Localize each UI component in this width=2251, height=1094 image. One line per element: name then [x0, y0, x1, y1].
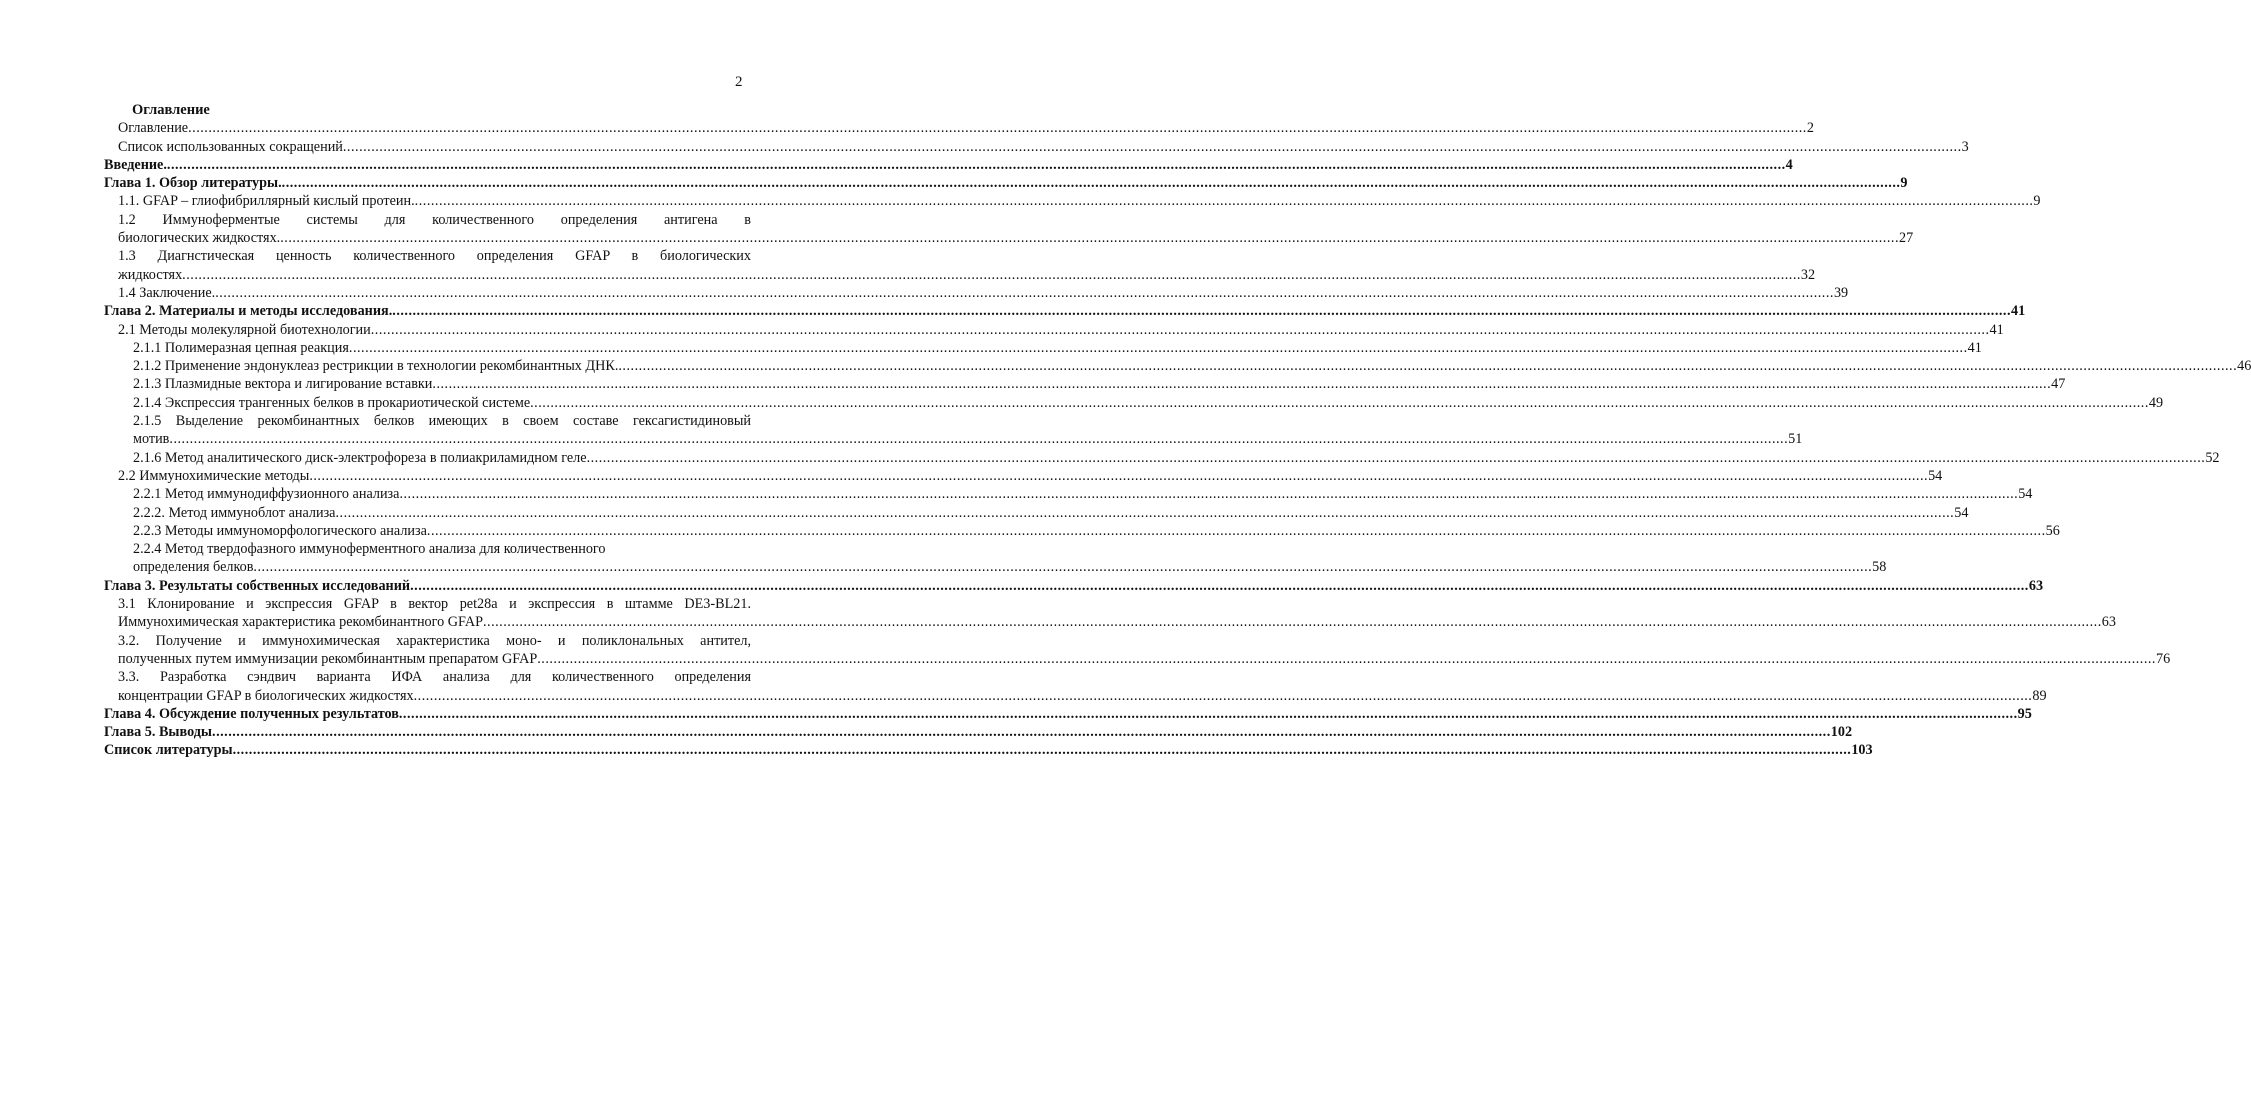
toc-entry[interactable]: [104, 174, 1908, 192]
toc-entry-title: 2.2.3 Методы иммуноморфологического анализа: [133, 522, 427, 539]
toc-entry-page: 39: [1833, 284, 1849, 301]
toc-entry-title: полученных путем иммунизации рекомбинантным препаратом GFAP: [118, 650, 538, 667]
toc-entry[interactable]: [104, 321, 2004, 339]
toc-entry-page: 41: [1967, 339, 1982, 356]
toc-entry[interactable]: [104, 540, 1887, 577]
toc-entry-title: Глава 4. Обсуждение полученных результатов: [104, 705, 399, 722]
toc-entry-page: 4: [1785, 156, 1793, 173]
toc-entry[interactable]: [104, 467, 1943, 485]
toc-entry-page: 2: [1806, 120, 1814, 137]
dot-leader: ................................................................................................................................................................................................................................................................................................................................................................................................................: [253, 559, 1873, 576]
dot-leader: ................................................................................................................................................................................................................................................................................................................................................................................................................: [182, 266, 1801, 283]
toc-entry[interactable]: [104, 741, 1873, 759]
dot-leader: ................................................................................................................................................................................................................................................................................................................................................................................................................: [426, 522, 2046, 539]
toc-entry-page: 89: [2032, 687, 2047, 704]
toc-entry-title: 2.2 Иммунохимические методы: [118, 467, 310, 484]
dot-leader: ................................................................................................................................................................................................................................................................................................................................................................................................................: [432, 376, 2052, 393]
toc-entry-page: 54: [2018, 486, 2033, 503]
toc-entry-page: 49: [2148, 394, 2164, 411]
toc-entry[interactable]: [104, 302, 2026, 320]
dot-leader: ................................................................................................................................................................................................................................................................................................................................................................................................................: [482, 614, 2102, 631]
toc-entry[interactable]: [104, 668, 2047, 705]
toc-entry-page: 58: [1872, 559, 1887, 576]
toc-entry-page: 54: [1928, 467, 1943, 484]
dot-leader: ................................................................................................................................................................................................................................................................................................................................................................................................................: [169, 431, 1789, 448]
toc-entry[interactable]: [104, 284, 1849, 302]
toc-entry-title: Глава 1. Обзор литературы.: [104, 175, 282, 192]
toc-entry[interactable]: [104, 522, 2060, 540]
dot-leader: ................................................................................................................................................................................................................................................................................................................................................................................................................: [335, 504, 1955, 521]
toc-entry-title: мотив: [133, 431, 170, 448]
toc-entry-title: Иммунохимическая характеристика рекомбинантного GFAP: [118, 614, 483, 631]
dot-leader: ................................................................................................................................................................................................................................................................................................................................................................................................................: [166, 156, 1786, 173]
toc-entry-title-line1: 3.2. Получение и иммунохимическая характеристика моно- и поликлональных антител,: [118, 632, 751, 649]
toc-entry[interactable]: [104, 723, 1853, 741]
toc-entry-title: Введение.: [104, 156, 167, 173]
toc-entry-title-line1: 3.3. Разработка сэндвич варианта ИФА анализа для количественного определения: [118, 669, 751, 686]
table-of-contents: [104, 101, 2251, 760]
toc-entry-title: Глава 5. Выводы: [104, 724, 213, 741]
toc-entry-page: 41: [1989, 321, 2004, 338]
toc-entry-title: Оглавление: [118, 120, 189, 137]
toc-entry-title: 2.2.1 Метод иммунодиффузионного анализа: [133, 486, 400, 503]
toc-entry-title-line1: 2.1.5 Выделение рекомбинантных белков имеющих в своем составе гексагистидиновый: [133, 413, 751, 430]
toc-entry[interactable]: [104, 485, 2033, 503]
toc-entry-page: 32: [1800, 266, 1816, 283]
toc-entry[interactable]: [104, 192, 2041, 210]
toc-entry-title: Глава 3. Результаты собственных исследований: [104, 577, 411, 594]
toc-entry-page: 3: [1961, 138, 1969, 155]
toc-entry[interactable]: [104, 577, 2044, 595]
toc-entry[interactable]: [104, 138, 1969, 156]
dot-leader: ................................................................................................................................................................................................................................................................................................................................................................................................................: [618, 358, 2238, 375]
dot-leader: ................................................................................................................................................................................................................................................................................................................................................................................................................: [398, 705, 2018, 722]
dot-leader: ................................................................................................................................................................................................................................................................................................................................................................................................................: [280, 230, 1899, 247]
toc-entry-page: 102: [1830, 724, 1853, 741]
toc-entry-title-line1: 1.2 Иммуноферментые системы для количественного определения антигена в: [118, 211, 751, 228]
toc-entry-title: биологических жидкостях.: [118, 230, 281, 247]
toc-entry-page: 27: [1898, 230, 1914, 247]
toc-entry-page: 46: [2237, 358, 2251, 375]
toc-entry-page: 63: [2101, 614, 2116, 631]
dot-leader: ................................................................................................................................................................................................................................................................................................................................................................................................................: [348, 339, 1968, 356]
toc-entry-title-line1: 2.2.4 Метод твердофазного иммуноферментного анализа для количественного: [133, 541, 606, 558]
toc-entry-page: 41: [2011, 303, 2026, 320]
toc-entry-page: 52: [2205, 449, 2220, 466]
toc-entry-page: 54: [1954, 504, 1969, 521]
dot-leader: ................................................................................................................................................................................................................................................................................................................................................................................................................: [399, 486, 2019, 503]
toc-entry-page: 76: [2155, 650, 2171, 667]
dot-leader: ................................................................................................................................................................................................................................................................................................................................................................................................................: [414, 193, 2034, 210]
page-number: 2: [735, 74, 743, 90]
dot-leader: ................................................................................................................................................................................................................................................................................................................................................................................................................: [215, 284, 1834, 301]
dot-leader: ................................................................................................................................................................................................................................................................................................................................................................................................................: [342, 138, 1962, 155]
toc-entry-page: 63: [2028, 577, 2044, 594]
toc-entry-title: Список использованных сокращений: [118, 138, 343, 155]
toc-entry-page: 9: [1900, 175, 1908, 192]
toc-entry-title: 1.1. GFAP – глиофибриллярный кислый протеин.: [118, 193, 415, 210]
toc-entry[interactable]: [104, 504, 1969, 522]
dot-leader: ................................................................................................................................................................................................................................................................................................................................................................................................................: [410, 577, 2029, 594]
toc-entry-page: 51: [1788, 431, 1803, 448]
toc-entry[interactable]: [104, 247, 1816, 284]
dot-leader: ................................................................................................................................................................................................................................................................................................................................................................................................................: [281, 175, 1901, 192]
toc-entry-title: жидкостях: [118, 266, 183, 283]
toc-entry-title: 2.1.2 Применение эндонуклеаз рестрикции в технологии рекомбинантных ДНК.: [133, 358, 619, 375]
toc-entry-page: 9: [2033, 193, 2041, 210]
toc-entry[interactable]: [104, 119, 1814, 137]
toc-entry-page: 56: [2045, 522, 2060, 539]
toc-entry-title: 2.1.3 Плазмидные вектора и лигирование вставки: [133, 376, 433, 393]
toc-entry-title-line1: 1.3 Диагнстическая ценность количественного определения GFAP в биологических: [118, 248, 751, 265]
toc-entry[interactable]: [104, 705, 2032, 723]
toc-entry-title: 2.2.2. Метод иммуноблот анализа: [133, 504, 336, 521]
dot-leader: ................................................................................................................................................................................................................................................................................................................................................................................................................: [309, 467, 1929, 484]
toc-entry[interactable]: [104, 156, 1793, 174]
toc-entry-page: 47: [2051, 376, 2066, 393]
toc-entry-title: 2.1 Методы молекулярной биотехнологии: [118, 321, 371, 338]
toc-entry[interactable]: [104, 394, 2164, 412]
toc-entry-title: 2.1.6 Метод аналитического диск-электрофореза в полиакриламидном геле: [133, 449, 587, 466]
toc-entry-title: 2.1.4 Экспрессия трангенных белков в прокариотической системе: [133, 394, 531, 411]
toc-entry-title: определения белков: [133, 559, 254, 576]
toc-entry-title: 1.4 Заключение.: [118, 284, 216, 301]
dot-leader: ................................................................................................................................................................................................................................................................................................................................................................................................................: [370, 321, 1990, 338]
toc-entry[interactable]: [104, 339, 1982, 357]
toc-entry[interactable]: [104, 375, 2066, 393]
toc-entry-title: Список литературы: [104, 742, 233, 759]
dot-leader: ................................................................................................................................................................................................................................................................................................................................................................................................................: [392, 303, 2012, 320]
toc-entry[interactable]: [104, 449, 2220, 467]
dot-leader: ................................................................................................................................................................................................................................................................................................................................................................................................................: [212, 724, 1831, 741]
toc-entry-title: Глава 2. Материалы и методы исследования.: [104, 303, 393, 320]
toc-entry-page: 95: [2017, 705, 2032, 722]
toc-entry[interactable]: [104, 211, 1914, 248]
dot-leader: ................................................................................................................................................................................................................................................................................................................................................................................................................: [586, 449, 2206, 466]
dot-leader: ................................................................................................................................................................................................................................................................................................................................................................................................................: [530, 394, 2149, 411]
dot-leader: ................................................................................................................................................................................................................................................................................................................................................................................................................: [188, 120, 1807, 137]
toc-entries: [104, 119, 2251, 759]
dot-leader: ................................................................................................................................................................................................................................................................................................................................................................................................................: [537, 650, 2156, 667]
toc-entry[interactable]: [104, 357, 2251, 375]
toc-entry[interactable]: [104, 412, 1803, 449]
dot-leader: ................................................................................................................................................................................................................................................................................................................................................................................................................: [232, 742, 1852, 759]
toc-entry-page: 103: [1851, 742, 1873, 759]
toc-entry-title-line1: 3.1 Клонирование и экспрессия GFAP в вектор pet28a и экспрессия в штамме DE3-BL21.: [118, 596, 751, 613]
toc-title: Оглавление: [132, 102, 210, 118]
toc-entry[interactable]: [104, 595, 2116, 632]
toc-entry[interactable]: [104, 632, 2171, 669]
toc-entry-title: 2.1.1 Полимеразная цепная реакция: [133, 339, 349, 356]
dot-leader: ................................................................................................................................................................................................................................................................................................................................................................................................................: [413, 687, 2033, 704]
toc-entry-title: концентрации GFAP в биологических жидкостях: [118, 687, 414, 704]
